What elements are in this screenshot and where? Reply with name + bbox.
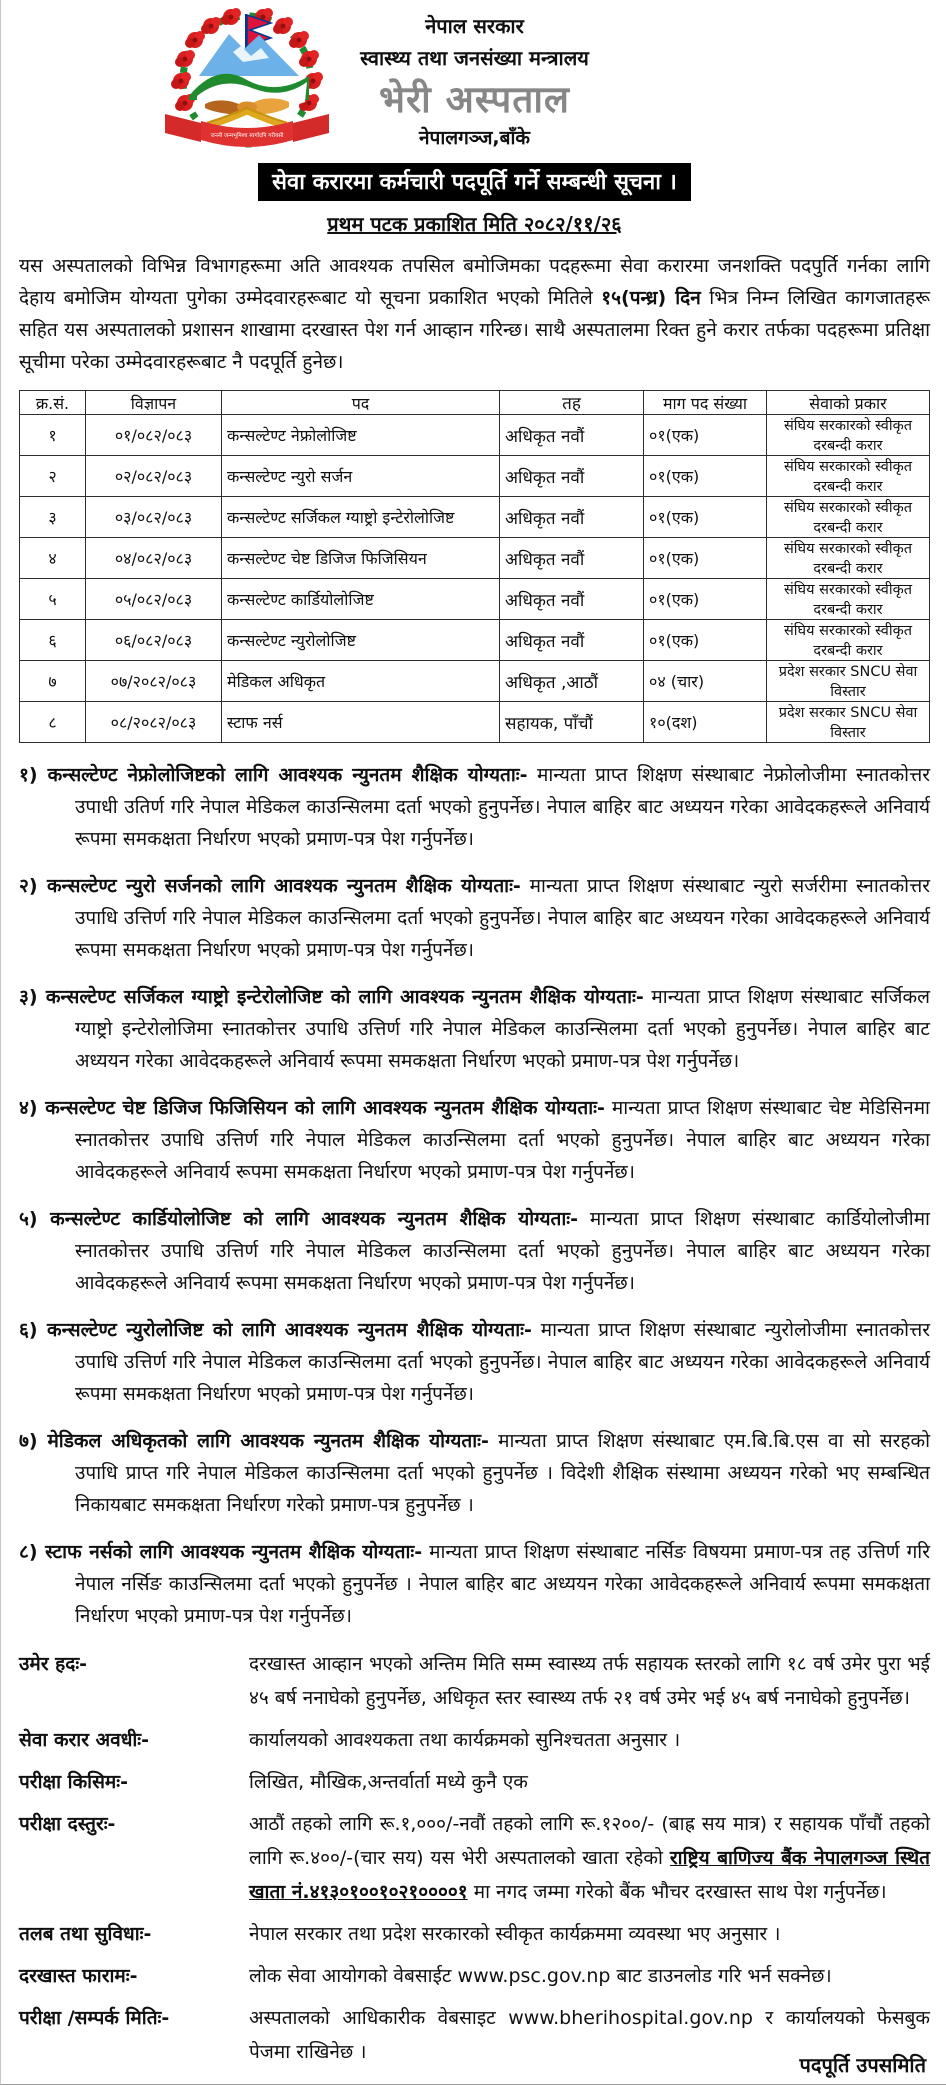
cell-sn: ५ <box>20 579 86 620</box>
bank-account-number: राष्ट्रिय बाणिज्य बैंक नेपालगञ्ज स्थित खाता नं.४१३०१००१०२१००००१ <box>249 1847 930 1903</box>
detail-exam-fee <box>19 1807 930 1909</box>
cell-sn: ४ <box>20 538 86 579</box>
cell-advertisement: ०४/०८२/०८३ <box>86 538 222 579</box>
notice-title-banner: सेवा करारमा कर्मचारी पदपूर्ति गर्ने सम्बन्धी सूचना । <box>258 163 691 201</box>
cell-level: अधिकृत नवौं <box>500 415 644 456</box>
cell-position: मेडिकल अधिकृत <box>222 661 500 702</box>
detail-age-limit <box>19 1647 930 1715</box>
table-row <box>20 497 930 538</box>
detail-value: दरखास्त आव्हान भएको अन्तिम मिति सम्म स्वास्थ्य तर्फ सहायक स्तरको लागि १८ वर्ष उमेर पुरा भई ४५ बर्ष ननाघेको हुनुपर्नेछ, अधिकृत स्तर स्वास्थ्य तर्फ २१ वर्ष उमेर भई ४५ बर्ष ननाघेको हुनुपर्नेछ। <box>249 1653 930 1709</box>
cell-level: अधिकृत नवौं <box>500 620 644 661</box>
clause-heading: कन्सल्टेण्ट न्युरो सर्जनको लागि आवश्यक न्युनतम शैक्षिक योग्यताः- <box>46 875 521 897</box>
clause-body: मान्यता प्राप्त शिक्षण संस्थाबाट न्युरोलोजीमा स्नातकोत्तर उपाधि उत्तिर्ण गरि नेपाल मेडिकल काउन्सिलमा दर्ता भएको हुनुपर्नेछ। नेपाल बाहिर बाट अध्ययन गरेका आवेदकहरूले अनिवार्य रूपमा समकक्षता निर्धारण भएको प्रमाण-पत्र पेश गर्नुपर्नेछ। <box>75 1319 930 1405</box>
detail-label: परीक्षा किसिमः- <box>19 1771 129 1793</box>
detail-application-form <box>19 1959 930 1993</box>
cell-count: ०१(एक) <box>644 456 767 497</box>
intro-deadline-bold: १५(पन्ध्र) दिन <box>601 287 701 309</box>
detail-value <box>249 1807 930 1909</box>
qualification-clause-5 <box>19 1203 930 1299</box>
cell-advertisement: ०१/०८२/०८३ <box>86 415 222 456</box>
cell-sn: ७ <box>20 661 86 702</box>
detail-value: अस्पतालको आधिकारीक वेबसाइट www.bherihospital.gov.np र कार्यालयको फेसबुक पेजमा राखिनेछ । <box>249 2007 930 2063</box>
cell-service-type: संघिय सरकारको स्वीकृत दरबन्दी करार <box>767 456 930 497</box>
cell-advertisement: ०५/०८२/०८३ <box>86 579 222 620</box>
clause-body: मान्यता प्राप्त शिक्षण संस्थाबाट नर्सिङ विषयमा प्रमाण-पत्र तह उत्तिर्ण गरि नेपाल नर्सिङ काउन्सिलमा दर्ता भएको हुनुपर्नेछ । नेपाल बाहिर बाट अध्ययन गरेका आवेदकहरूले अनिवार्य रूपमा समकक्षता निर्धारण भएको प्रमाण-पत्र पेश गर्नुपर्नेछ। <box>75 1541 930 1627</box>
detail-exam-type <box>19 1765 930 1799</box>
cell-sn: २ <box>20 456 86 497</box>
cell-position: कन्सल्टेण्ट नेफ्रोलोजिष्ट <box>222 415 500 456</box>
col-header-sn: क्र.सं. <box>20 391 86 415</box>
emblem-motto-text: जननी जन्मभूमिश्च स्वर्गादपि गरीयसी <box>210 133 284 139</box>
qualification-clauses <box>19 759 930 1632</box>
qualification-clause-4 <box>19 1092 930 1188</box>
cell-count: ०१(एक) <box>644 620 767 661</box>
cell-position: कन्सल्टेण्ट चेष्ट डिजिज फिजिसियन <box>222 538 500 579</box>
cell-level: सहायक, पाँचौं <box>500 702 644 743</box>
cell-position: कन्सल्टेण्ट सर्जिकल ग्याष्ट्रो इन्टेरोलोजिष्ट <box>222 497 500 538</box>
clause-heading: कन्सल्टेण्ट चेष्ट डिजिज फिजिसियन को लागि आवश्यक न्युनतम शैक्षिक योग्यताः- <box>45 1097 605 1119</box>
clause-body: मान्यता प्राप्त शिक्षण संस्थाबाट कार्डियोलोजीमा स्नातकोत्तर उपाधि उत्तिर्ण गरि नेपाल मेडिकल काउन्सिलमा दर्ता भएको हुनुपर्नेछ। नेपाल बाहिर बाट अध्ययन गरेका आवेदकहरूले अनिवार्य रूपमा समकक्षता निर्धारण भएको प्रमाण-पत्र पेश गर्नुपर्नेछ। <box>75 1208 930 1294</box>
cell-count: ०१(एक) <box>644 415 767 456</box>
cell-count: ०१(एक) <box>644 538 767 579</box>
signature-committee: पदपूर्ति उपसमिति <box>799 2053 926 2077</box>
clause-number: ८) <box>19 1541 38 1563</box>
cell-count: १०(दश) <box>644 702 767 743</box>
cell-position: कन्सल्टेण्ट न्युरोलोजिष्ट <box>222 620 500 661</box>
cell-level: अधिकृत ,आठौं <box>500 661 644 702</box>
cell-advertisement: ०३/०८२/०८३ <box>86 497 222 538</box>
clause-body: मान्यता प्राप्त शिक्षण संस्थाबाट न्युरो सर्जरीमा स्नातकोत्तर उपाधि उत्तिर्ण गरि नेपाल मेडिकल काउन्सिलमा दर्ता भएको हुनुपर्नेछ। नेपाल बाहिर बाट अध्ययन गरेका आवेदकहरूले अनिवार्य रूपमा समकक्षता निर्धारण भएको प्रमाण-पत्र पेश गर्नुपर्नेछ। <box>75 875 930 961</box>
clause-number: ३) <box>19 986 38 1008</box>
cell-advertisement: ०७/२०८२/०८३ <box>86 661 222 702</box>
table-header-row <box>20 391 930 415</box>
table-row <box>20 702 930 743</box>
cell-service-type: संघिय सरकारको स्वीकृत दरबन्दी करार <box>767 415 930 456</box>
cell-advertisement: ०२/०८२/०८३ <box>86 456 222 497</box>
cell-service-type: संघिय सरकारको स्वीकृत दरबन्दी करार <box>767 538 930 579</box>
qualification-clause-3 <box>19 981 930 1077</box>
cell-level: अधिकृत नवौं <box>500 456 644 497</box>
intro-part2: भित्र निम्न लिखित कागजातहरू सहित यस अस्पतालको प्रशासन शाखामा दरखास्त पेश गर्न आव्हान गरिन्छ। साथै अस्पतालमा रिक्त हुने करार तर्फका पदहरूमा प्रतिक्षा सूचीमा परेका उम्मेदवारहरूबाट नै पदपूर्ति हुनेछ। <box>19 287 930 373</box>
cell-sn: ३ <box>20 497 86 538</box>
nepal-government-emblem-icon <box>147 4 347 149</box>
clause-heading: कन्सल्टेण्ट न्युरोलोजिष्ट को लागि आवश्यक न्युनतम शैक्षिक योग्यताः- <box>47 1319 532 1341</box>
letterhead <box>19 4 930 154</box>
clause-body: मान्यता प्राप्त शिक्षण संस्थाबाट नेफ्रोलोजीमा स्नातकोत्तर उपाधी उतिर्ण गरि नेपाल मेडिकल काउन्सिलमा दर्ता भएको हुनुपर्नेछ। नेपाल बाहिर बाट अध्ययन गरेका आवेदकहरूले अनिवार्य रूपमा समकक्षता निर्धारण भएको प्रमाण-पत्र पेश गर्नुपर्नेछ। <box>75 764 931 850</box>
clause-number: ६) <box>19 1319 38 1341</box>
clause-number: ४) <box>19 1097 38 1119</box>
published-date: प्रथम पटक प्रकाशित मिति २०८२/११/२६ <box>327 212 622 236</box>
qualification-clause-2 <box>19 870 930 966</box>
detail-label: उमेर हदः- <box>19 1653 88 1675</box>
clause-body: मान्यता प्राप्त शिक्षण संस्थाबाट एम.बि.बि.एस वा सो सरहको उपाधि प्राप्त गरि नेपाल मेडिकल काउन्सिलमा दर्ता भएको हुनुपर्नेछ । विदेशी शैक्षिक संस्थामा अध्ययन गरेको भए सम्बन्धित निकायबाट समकक्षता निर्धारण गरेको प्रमाण-पत्र हुनुपर्नेछ । <box>75 1430 931 1516</box>
cell-sn: १ <box>20 415 86 456</box>
detail-value: लिखित, मौखिक,अन्तर्वार्ता मध्ये कुनै एक <box>249 1771 528 1793</box>
cell-level: अधिकृत नवौं <box>500 538 644 579</box>
cell-sn: ८ <box>20 702 86 743</box>
cell-advertisement: ०६/०८२/०८३ <box>86 620 222 661</box>
cell-position: स्टाफ नर्स <box>222 702 500 743</box>
exam-fee-text: मा नगद जम्मा गरेको बैंक भौचर दरखास्त साथ पेश गर्नुपर्नेछ। <box>467 1881 887 1903</box>
cell-service-type: प्रदेश सरकार SNCU सेवा विस्तार <box>767 661 930 702</box>
cell-position: कन्सल्टेण्ट कार्डियोलोजिष्ट <box>222 579 500 620</box>
detail-value: कार्यालयको आवश्यकता तथा कार्यक्रमको सुनिश्चतता अनुसार । <box>249 1729 681 1751</box>
detail-label: तलब तथा सुविधाः- <box>19 1923 152 1945</box>
cell-position: कन्सल्टेण्ट न्युरो सर्जन <box>222 456 500 497</box>
cell-service-type: संघिय सरकारको स्वीकृत दरबन्दी करार <box>767 497 930 538</box>
clause-number: २) <box>19 875 38 897</box>
col-header-position: पद <box>222 391 500 415</box>
cell-advertisement: ०८/२०८२/०८३ <box>86 702 222 743</box>
table-row <box>20 456 930 497</box>
intro-part1: यस अस्पतालको विभिन्न विभागहरूमा अति आवश्यक तपसिल बमोजिमका पदहरूमा सेवा करारमा जनशक्ति पदपुर्ति गर्नका लागि देहाय बमोजिम योग्यता पुगेका उम्मेदवारहरूबाट यो सूचना प्रकाशित भएको मितिले <box>19 255 930 309</box>
cell-count: ०४ (चार) <box>644 661 767 702</box>
government-name: नेपाल सरकार <box>425 14 524 38</box>
positions-table <box>19 390 930 743</box>
qualification-clause-7 <box>19 1425 930 1521</box>
clause-heading: कन्सल्टेण्ट सर्जिकल ग्याष्ट्रो इन्टेरोलोजिष्ट को लागि आवश्यक न्युनतम शैक्षिक योग्यताः- <box>45 986 644 1008</box>
exam-fee-text: आठौं तहको लागि रू.१,०००/-नवौं तहको लागि रू.१२००/- (बाह्र सय मात्र) र सहायक पाँचौं तहको लागि रू.४००/-(चार सय) यस भेरी अस्पतालको खाता रहेको <box>249 1813 930 1869</box>
cell-count: ०१(एक) <box>644 497 767 538</box>
col-header-level: तह <box>500 391 644 415</box>
clause-heading: कन्सल्टेण्ट नेफ्रोलोजिष्टको लागि आवश्यक न्युनतम शैक्षिक योग्यताः- <box>47 764 528 786</box>
clause-body: मान्यता प्राप्त शिक्षण संस्थाबाट चेष्ट मेडिसिनमा स्नातकोत्तर उपाधि उत्तिर्ण गरि नेपाल मेडिकल काउन्सिलमा दर्ता भएको हुनुपर्नेछ। नेपाल बाहिर बाट अध्ययन गरेका आवेदकहरूले अनिवार्य रूपमा समकक्षता निर्धारण भएको प्रमाण-पत्र पेश गर्नुपर्नेछ। <box>75 1097 930 1183</box>
table-row <box>20 579 930 620</box>
notice-title-row <box>19 163 930 201</box>
cell-level: अधिकृत नवौं <box>500 579 644 620</box>
hospital-name: भेरी अस्पताल <box>378 78 571 121</box>
col-header-service-type: सेवाको प्रकार <box>767 391 930 415</box>
cell-level: अधिकृत नवौं <box>500 497 644 538</box>
detail-label: दरखास्त फारामः- <box>19 1965 138 1987</box>
detail-label: सेवा करार अवधीः- <box>19 1729 150 1751</box>
notice-details <box>19 1647 930 2069</box>
clause-heading: स्टाफ नर्सको लागि आवश्यक न्युनतम शैक्षिक योग्यताः- <box>45 1541 423 1563</box>
detail-value: नेपाल सरकार तथा प्रदेश सरकारको स्वीकृत कार्यक्रममा व्यवस्था भए अनुसार । <box>249 1923 781 1945</box>
cell-service-type: प्रदेश सरकार SNCU सेवा विस्तार <box>767 702 930 743</box>
detail-label: परीक्षा दस्तुरः- <box>19 1813 116 1835</box>
clause-number: ५) <box>19 1208 38 1230</box>
clause-heading: कन्सल्टेण्ट कार्डियोलोजिष्ट को लागि आवश्यक न्युनतम शैक्षिक योग्यताः- <box>50 1208 578 1230</box>
table-row <box>20 661 930 702</box>
hospital-location: नेपालगञ्ज,बाँके <box>418 127 530 149</box>
cell-service-type: संघिय सरकारको स्वीकृत दरबन्दी करार <box>767 620 930 661</box>
qualification-clause-8 <box>19 1536 930 1632</box>
detail-exam-contact-date <box>19 2001 930 2069</box>
detail-contract-period <box>19 1723 930 1757</box>
table-row <box>20 620 930 661</box>
intro-paragraph <box>19 250 930 378</box>
clause-number: १) <box>19 764 38 786</box>
cell-service-type: संघिय सरकारको स्वीकृत दरबन्दी करार <box>767 579 930 620</box>
qualification-clause-1 <box>19 759 930 855</box>
clause-body: मान्यता प्राप्त शिक्षण संस्थाबाट सर्जिकल ग्याष्ट्रो इन्टेरोलोजिमा स्नातकोत्तर उपाधि उत्तिर्ण गरि नेपाल मेडिकल काउन्सिलमा दर्ता भएको हुनुपर्नेछ। नेपाल बाहिर बाट अध्ययन गरेका आवेदकहरूले अनिवार्य रूपमा समकक्षता निर्धारण भएको प्रमाण-पत्र पेश गर्नुपर्नेछ। <box>75 986 930 1072</box>
col-header-count: माग पद संख्या <box>644 391 767 415</box>
table-row <box>20 538 930 579</box>
clause-number: ७) <box>19 1430 38 1452</box>
table-row <box>20 415 930 456</box>
detail-value: लोक सेवा आयोगको वेबसाईट www.psc.gov.np बाट डाउनलोड गरि भर्न सक्नेछ। <box>249 1965 832 1987</box>
clause-heading: मेडिकल अधिकृतको लागि आवश्यक न्युनतम शैक्षिक योग्यताः- <box>47 1430 489 1452</box>
cell-sn: ६ <box>20 620 86 661</box>
detail-label: परीक्षा /सम्पर्क मितिः- <box>19 2007 170 2029</box>
ministry-name: स्वास्थ्य तथा जनसंख्या मन्त्रालय <box>360 46 589 70</box>
cell-count: ०१(एक) <box>644 579 767 620</box>
col-header-advertisement: विज्ञापन <box>86 391 222 415</box>
qualification-clause-6 <box>19 1314 930 1410</box>
